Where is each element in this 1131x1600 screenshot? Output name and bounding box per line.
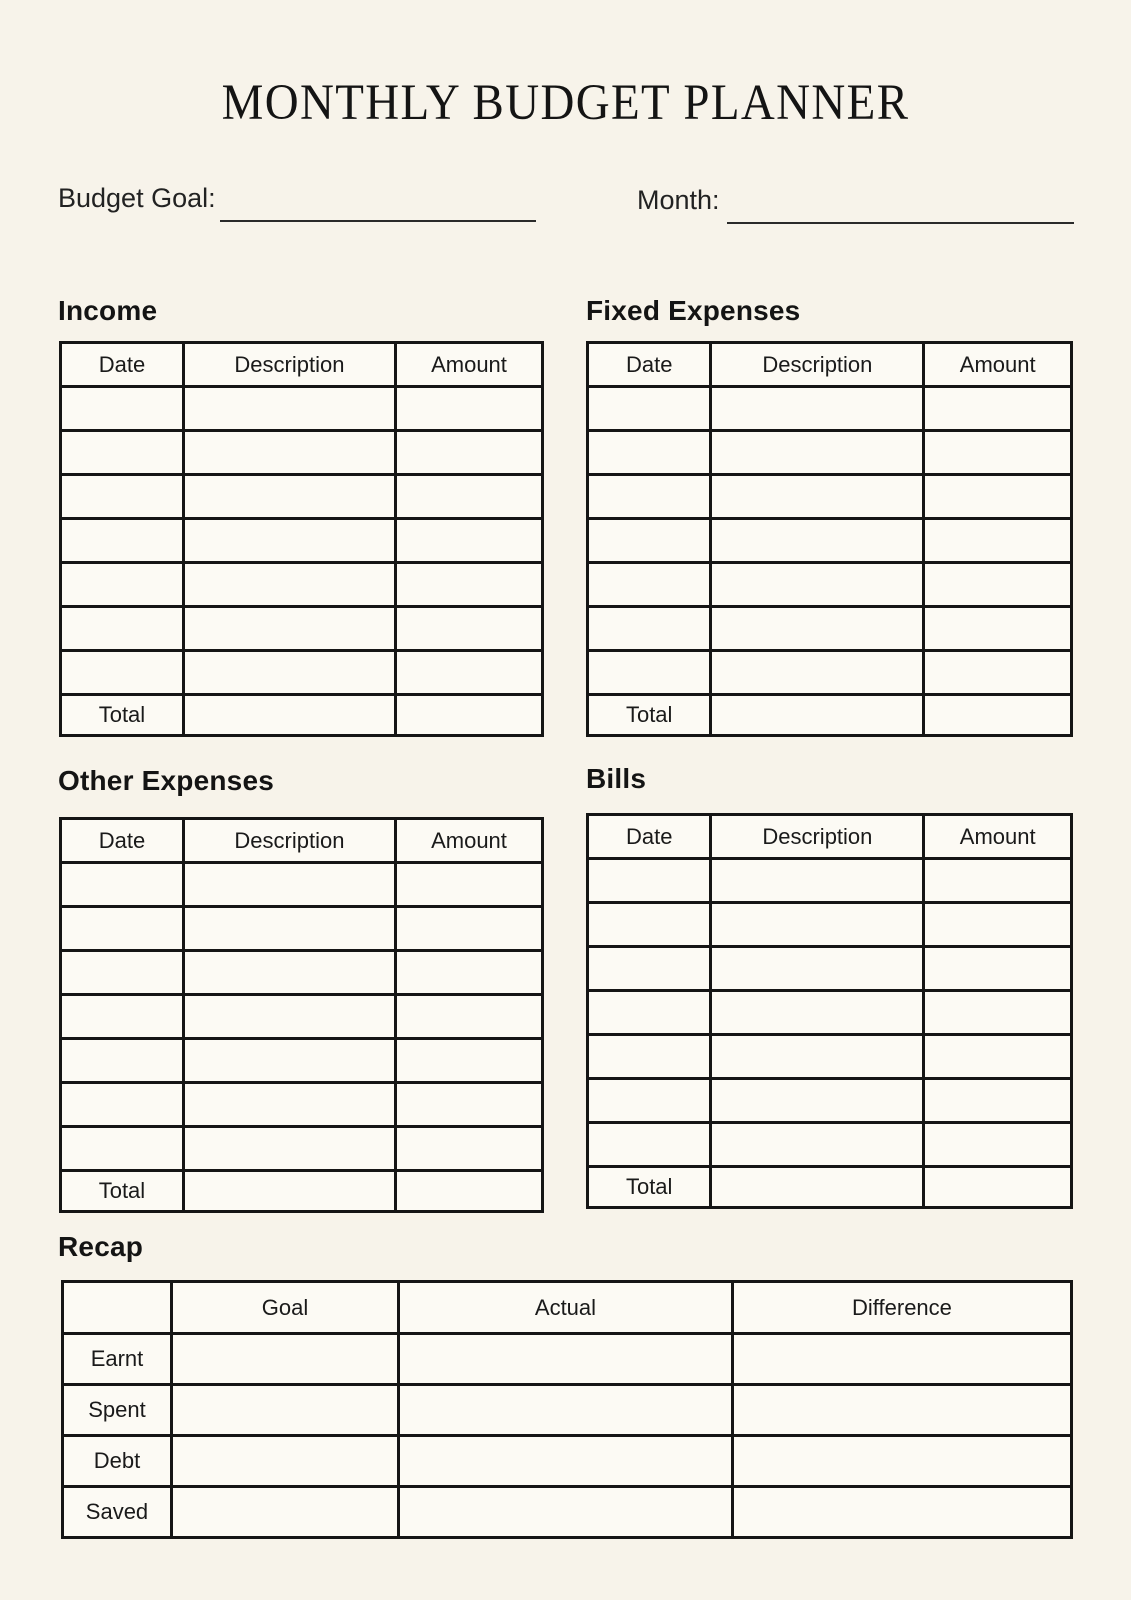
table-row xyxy=(588,563,1072,607)
empty-cell[interactable] xyxy=(588,563,711,607)
total-row xyxy=(588,695,1072,736)
empty-cell[interactable] xyxy=(183,387,395,431)
table-row xyxy=(588,607,1072,651)
empty-cell[interactable] xyxy=(183,563,395,607)
empty-cell[interactable] xyxy=(183,1083,395,1127)
table-row xyxy=(588,519,1072,563)
empty-cell[interactable] xyxy=(711,387,924,431)
total-label-cell: Total xyxy=(588,1167,711,1208)
empty-cell[interactable] xyxy=(183,651,395,695)
empty-cell[interactable] xyxy=(395,387,542,431)
empty-cell[interactable] xyxy=(924,563,1072,607)
recap-header-row xyxy=(63,1282,1072,1334)
table-row xyxy=(588,475,1072,519)
recap-row-label: Earnt xyxy=(63,1334,172,1385)
empty-cell[interactable] xyxy=(711,1035,924,1079)
table-row xyxy=(588,1035,1072,1079)
empty-cell[interactable] xyxy=(183,1127,395,1171)
empty-cell[interactable] xyxy=(711,475,924,519)
table-header-row xyxy=(61,819,543,863)
table-row xyxy=(61,1083,543,1127)
empty-cell[interactable] xyxy=(61,431,184,475)
recap-row-saved xyxy=(63,1487,1072,1538)
table-row xyxy=(61,475,543,519)
empty-cell[interactable] xyxy=(924,387,1072,431)
column-header-date: Date xyxy=(61,819,184,863)
empty-cell[interactable] xyxy=(61,995,184,1039)
total-value-cell[interactable] xyxy=(183,1171,395,1212)
recap-cell[interactable] xyxy=(732,1334,1071,1385)
empty-cell[interactable] xyxy=(61,1039,184,1083)
recap-row-debt xyxy=(63,1436,1072,1487)
empty-cell[interactable] xyxy=(588,1035,711,1079)
empty-cell[interactable] xyxy=(711,1123,924,1167)
empty-cell[interactable] xyxy=(588,475,711,519)
table-row xyxy=(588,431,1072,475)
total-value-cell[interactable] xyxy=(183,695,395,736)
income-table xyxy=(59,341,544,737)
empty-cell[interactable] xyxy=(61,387,184,431)
empty-cell[interactable] xyxy=(61,951,184,995)
empty-cell[interactable] xyxy=(395,995,542,1039)
recap-row-label: Spent xyxy=(63,1385,172,1436)
empty-cell[interactable] xyxy=(183,951,395,995)
empty-cell[interactable] xyxy=(183,431,395,475)
recap-cell[interactable] xyxy=(171,1385,398,1436)
total-value-cell[interactable] xyxy=(924,1167,1072,1208)
recap-table xyxy=(61,1280,1073,1539)
empty-cell[interactable] xyxy=(183,607,395,651)
empty-cell[interactable] xyxy=(924,1035,1072,1079)
table-row xyxy=(61,951,543,995)
total-label-cell: Total xyxy=(61,1171,184,1212)
other-expenses-heading: Other Expenses xyxy=(58,765,274,796)
fixed-expenses-heading: Fixed Expenses xyxy=(586,295,801,326)
empty-cell[interactable] xyxy=(711,859,924,903)
empty-cell[interactable] xyxy=(711,947,924,991)
empty-cell[interactable] xyxy=(924,651,1072,695)
total-value-cell[interactable] xyxy=(924,695,1072,736)
empty-cell[interactable] xyxy=(61,651,184,695)
column-header-description: Description xyxy=(711,815,924,859)
table-row xyxy=(61,1039,543,1083)
income-heading: Income xyxy=(58,295,158,326)
table-row xyxy=(588,947,1072,991)
column-header-amount: Amount xyxy=(395,343,542,387)
recap-row-spent xyxy=(63,1385,1072,1436)
table-row xyxy=(61,651,543,695)
recap-cell[interactable] xyxy=(398,1334,732,1385)
empty-cell[interactable] xyxy=(183,995,395,1039)
column-header-actual: Actual xyxy=(398,1282,732,1334)
empty-cell[interactable] xyxy=(924,431,1072,475)
empty-cell[interactable] xyxy=(711,903,924,947)
empty-cell[interactable] xyxy=(183,863,395,907)
table-row xyxy=(588,1123,1072,1167)
empty-cell[interactable] xyxy=(924,607,1072,651)
table-row xyxy=(61,563,543,607)
column-header-amount: Amount xyxy=(924,343,1072,387)
table-row xyxy=(588,1079,1072,1123)
empty-cell[interactable] xyxy=(61,1127,184,1171)
empty-cell[interactable] xyxy=(711,991,924,1035)
recap-corner-cell xyxy=(63,1282,172,1334)
empty-cell[interactable] xyxy=(395,1127,542,1171)
column-header-date: Date xyxy=(588,815,711,859)
empty-cell[interactable] xyxy=(395,519,542,563)
total-row xyxy=(61,695,543,736)
column-header-goal: Goal xyxy=(171,1282,398,1334)
column-header-description: Description xyxy=(183,819,395,863)
table-row xyxy=(588,903,1072,947)
table-header-row xyxy=(588,343,1072,387)
table-row xyxy=(61,519,543,563)
recap-cell[interactable] xyxy=(732,1487,1071,1538)
empty-cell[interactable] xyxy=(183,1039,395,1083)
table-header-row xyxy=(61,343,543,387)
empty-cell[interactable] xyxy=(395,1083,542,1127)
empty-cell[interactable] xyxy=(395,907,542,951)
empty-cell[interactable] xyxy=(711,607,924,651)
recap-row-label: Saved xyxy=(63,1487,172,1538)
column-header-date: Date xyxy=(588,343,711,387)
table-row xyxy=(61,387,543,431)
total-label-cell: Total xyxy=(61,695,184,736)
table-row xyxy=(61,907,543,951)
empty-cell[interactable] xyxy=(711,1079,924,1123)
total-value-cell[interactable] xyxy=(711,1167,924,1208)
empty-cell[interactable] xyxy=(588,607,711,651)
empty-cell[interactable] xyxy=(588,1123,711,1167)
empty-cell[interactable] xyxy=(395,475,542,519)
empty-cell[interactable] xyxy=(183,519,395,563)
table-row xyxy=(588,991,1072,1035)
empty-cell[interactable] xyxy=(395,607,542,651)
empty-cell[interactable] xyxy=(61,607,184,651)
bills-heading: Bills xyxy=(586,763,647,794)
empty-cell[interactable] xyxy=(588,903,711,947)
empty-cell[interactable] xyxy=(588,387,711,431)
empty-cell[interactable] xyxy=(588,519,711,563)
month-label: Month: xyxy=(637,185,720,215)
table-row xyxy=(588,387,1072,431)
empty-cell[interactable] xyxy=(711,563,924,607)
recap-cell[interactable] xyxy=(398,1436,732,1487)
empty-cell[interactable] xyxy=(924,475,1072,519)
empty-cell[interactable] xyxy=(711,431,924,475)
total-row xyxy=(61,1171,543,1212)
empty-cell[interactable] xyxy=(924,519,1072,563)
bills-table xyxy=(586,813,1073,1209)
column-header-amount: Amount xyxy=(395,819,542,863)
empty-cell[interactable] xyxy=(61,1083,184,1127)
recap-cell[interactable] xyxy=(171,1487,398,1538)
empty-cell[interactable] xyxy=(588,1079,711,1123)
empty-cell[interactable] xyxy=(588,859,711,903)
column-header-difference: Difference xyxy=(732,1282,1071,1334)
empty-cell[interactable] xyxy=(395,1039,542,1083)
empty-cell[interactable] xyxy=(924,903,1072,947)
empty-cell[interactable] xyxy=(395,431,542,475)
total-value-cell[interactable] xyxy=(711,695,924,736)
month-field[interactable] xyxy=(727,222,1074,224)
recap-cell[interactable] xyxy=(398,1487,732,1538)
table-row xyxy=(588,859,1072,903)
page-title: MONTHLY BUDGET PLANNER xyxy=(221,75,910,131)
empty-cell[interactable] xyxy=(61,863,184,907)
table-row xyxy=(61,863,543,907)
other-expenses-table xyxy=(59,817,544,1213)
total-value-cell[interactable] xyxy=(395,1171,542,1212)
column-header-amount: Amount xyxy=(924,815,1072,859)
column-header-date: Date xyxy=(61,343,184,387)
empty-cell[interactable] xyxy=(183,475,395,519)
empty-cell[interactable] xyxy=(61,563,184,607)
empty-cell[interactable] xyxy=(395,863,542,907)
empty-cell[interactable] xyxy=(183,907,395,951)
empty-cell[interactable] xyxy=(924,1123,1072,1167)
empty-cell[interactable] xyxy=(395,651,542,695)
empty-cell[interactable] xyxy=(588,651,711,695)
recap-cell[interactable] xyxy=(398,1385,732,1436)
table-row xyxy=(61,1127,543,1171)
table-row xyxy=(61,431,543,475)
empty-cell[interactable] xyxy=(924,859,1072,903)
budget-goal-field[interactable] xyxy=(220,220,536,222)
column-header-description: Description xyxy=(711,343,924,387)
table-row xyxy=(61,607,543,651)
empty-cell[interactable] xyxy=(61,907,184,951)
empty-cell[interactable] xyxy=(61,475,184,519)
column-header-description: Description xyxy=(183,343,395,387)
empty-cell[interactable] xyxy=(395,951,542,995)
table-row xyxy=(588,651,1072,695)
empty-cell[interactable] xyxy=(924,947,1072,991)
recap-heading: Recap xyxy=(58,1231,144,1262)
total-value-cell[interactable] xyxy=(395,695,542,736)
empty-cell[interactable] xyxy=(61,519,184,563)
recap-cell[interactable] xyxy=(732,1385,1071,1436)
recap-cell[interactable] xyxy=(171,1436,398,1487)
recap-row-label: Debt xyxy=(63,1436,172,1487)
recap-row-earnt xyxy=(63,1334,1072,1385)
empty-cell[interactable] xyxy=(395,563,542,607)
empty-cell[interactable] xyxy=(588,947,711,991)
empty-cell[interactable] xyxy=(588,991,711,1035)
total-label-cell: Total xyxy=(588,695,711,736)
total-row xyxy=(588,1167,1072,1208)
empty-cell[interactable] xyxy=(588,431,711,475)
empty-cell[interactable] xyxy=(711,651,924,695)
fixed-expenses-table xyxy=(586,341,1073,737)
empty-cell[interactable] xyxy=(924,991,1072,1035)
budget-goal-label: Budget Goal: xyxy=(58,183,216,213)
recap-cell[interactable] xyxy=(171,1334,398,1385)
table-header-row xyxy=(588,815,1072,859)
table-row xyxy=(61,995,543,1039)
empty-cell[interactable] xyxy=(711,519,924,563)
recap-cell[interactable] xyxy=(732,1436,1071,1487)
empty-cell[interactable] xyxy=(924,1079,1072,1123)
